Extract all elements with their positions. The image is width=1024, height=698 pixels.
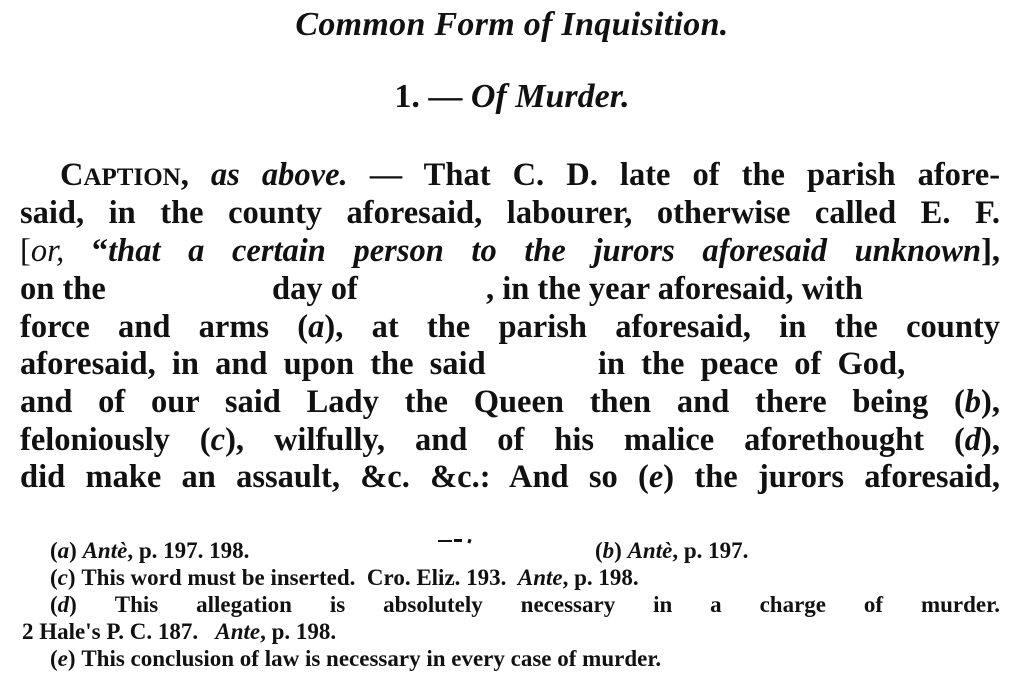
footnote-ref-d[interactable]: d: [964, 422, 982, 458]
body-line-9: did make an assault, &c. &c.: And so (e) the jurors aforesaid,: [20, 459, 1000, 495]
footnote-a: (a) Antè, p. 197. 198.: [50, 538, 250, 563]
section-number: 1. —: [394, 78, 463, 115]
footnote-c: (c) This word must be inserted. Cro. Eliz. 193. Ante, p. 198.: [50, 565, 639, 590]
footnote-e: (e) This conclusion of law is necessary in every case of murder.: [50, 646, 662, 671]
body-line-8: feloniously (c), wilfully, and of his malice aforethought (d),: [20, 422, 1000, 458]
footnote-ref-e[interactable]: e: [648, 459, 664, 495]
alternative-phrase: that a certain person to the jurors aforesaid unknown: [108, 233, 982, 269]
page-title: Common Form of Inquisition.: [295, 6, 729, 43]
footnote-ref-b[interactable]: b: [964, 384, 982, 420]
caption-note: as above.: [210, 157, 348, 193]
scan-artifact: [438, 538, 480, 544]
body-line-1: CAPTION, as above. — That C. D. late of the parish afore-: [60, 157, 1001, 193]
section-title: Of Murder.: [470, 78, 630, 115]
body-line-5: force and arms (a), at the parish aforesaid, in the county: [20, 309, 1000, 345]
footnote-d-continuation: 2 Hale's P. C. 187. Ante, p. 198.: [22, 619, 337, 644]
caption-label: CAPTION: [60, 157, 181, 193]
body-line-2: said, in the county aforesaid, labourer, otherwise called E. F.: [20, 195, 1000, 231]
footnote-ref-c[interactable]: c: [210, 422, 226, 458]
footnote-b: (b) Antè, p. 197.: [595, 538, 749, 563]
body-line-6: aforesaid, in and upon the said in the peace of God,: [20, 346, 906, 382]
section-heading: [0, 78, 1024, 116]
footnote-ref-a[interactable]: a: [308, 309, 325, 345]
body-line-7: and of our said Lady the Queen then and there being (b),: [20, 384, 1000, 420]
footnote-d: (d) This allegation is absolutely necessary in a charge of murder.: [50, 592, 1000, 617]
body-line-4: on the day of , in the year aforesaid, with: [20, 271, 863, 307]
body-line-3: [or, “that a certain person to the jurors aforesaid unknown],: [20, 233, 1001, 269]
